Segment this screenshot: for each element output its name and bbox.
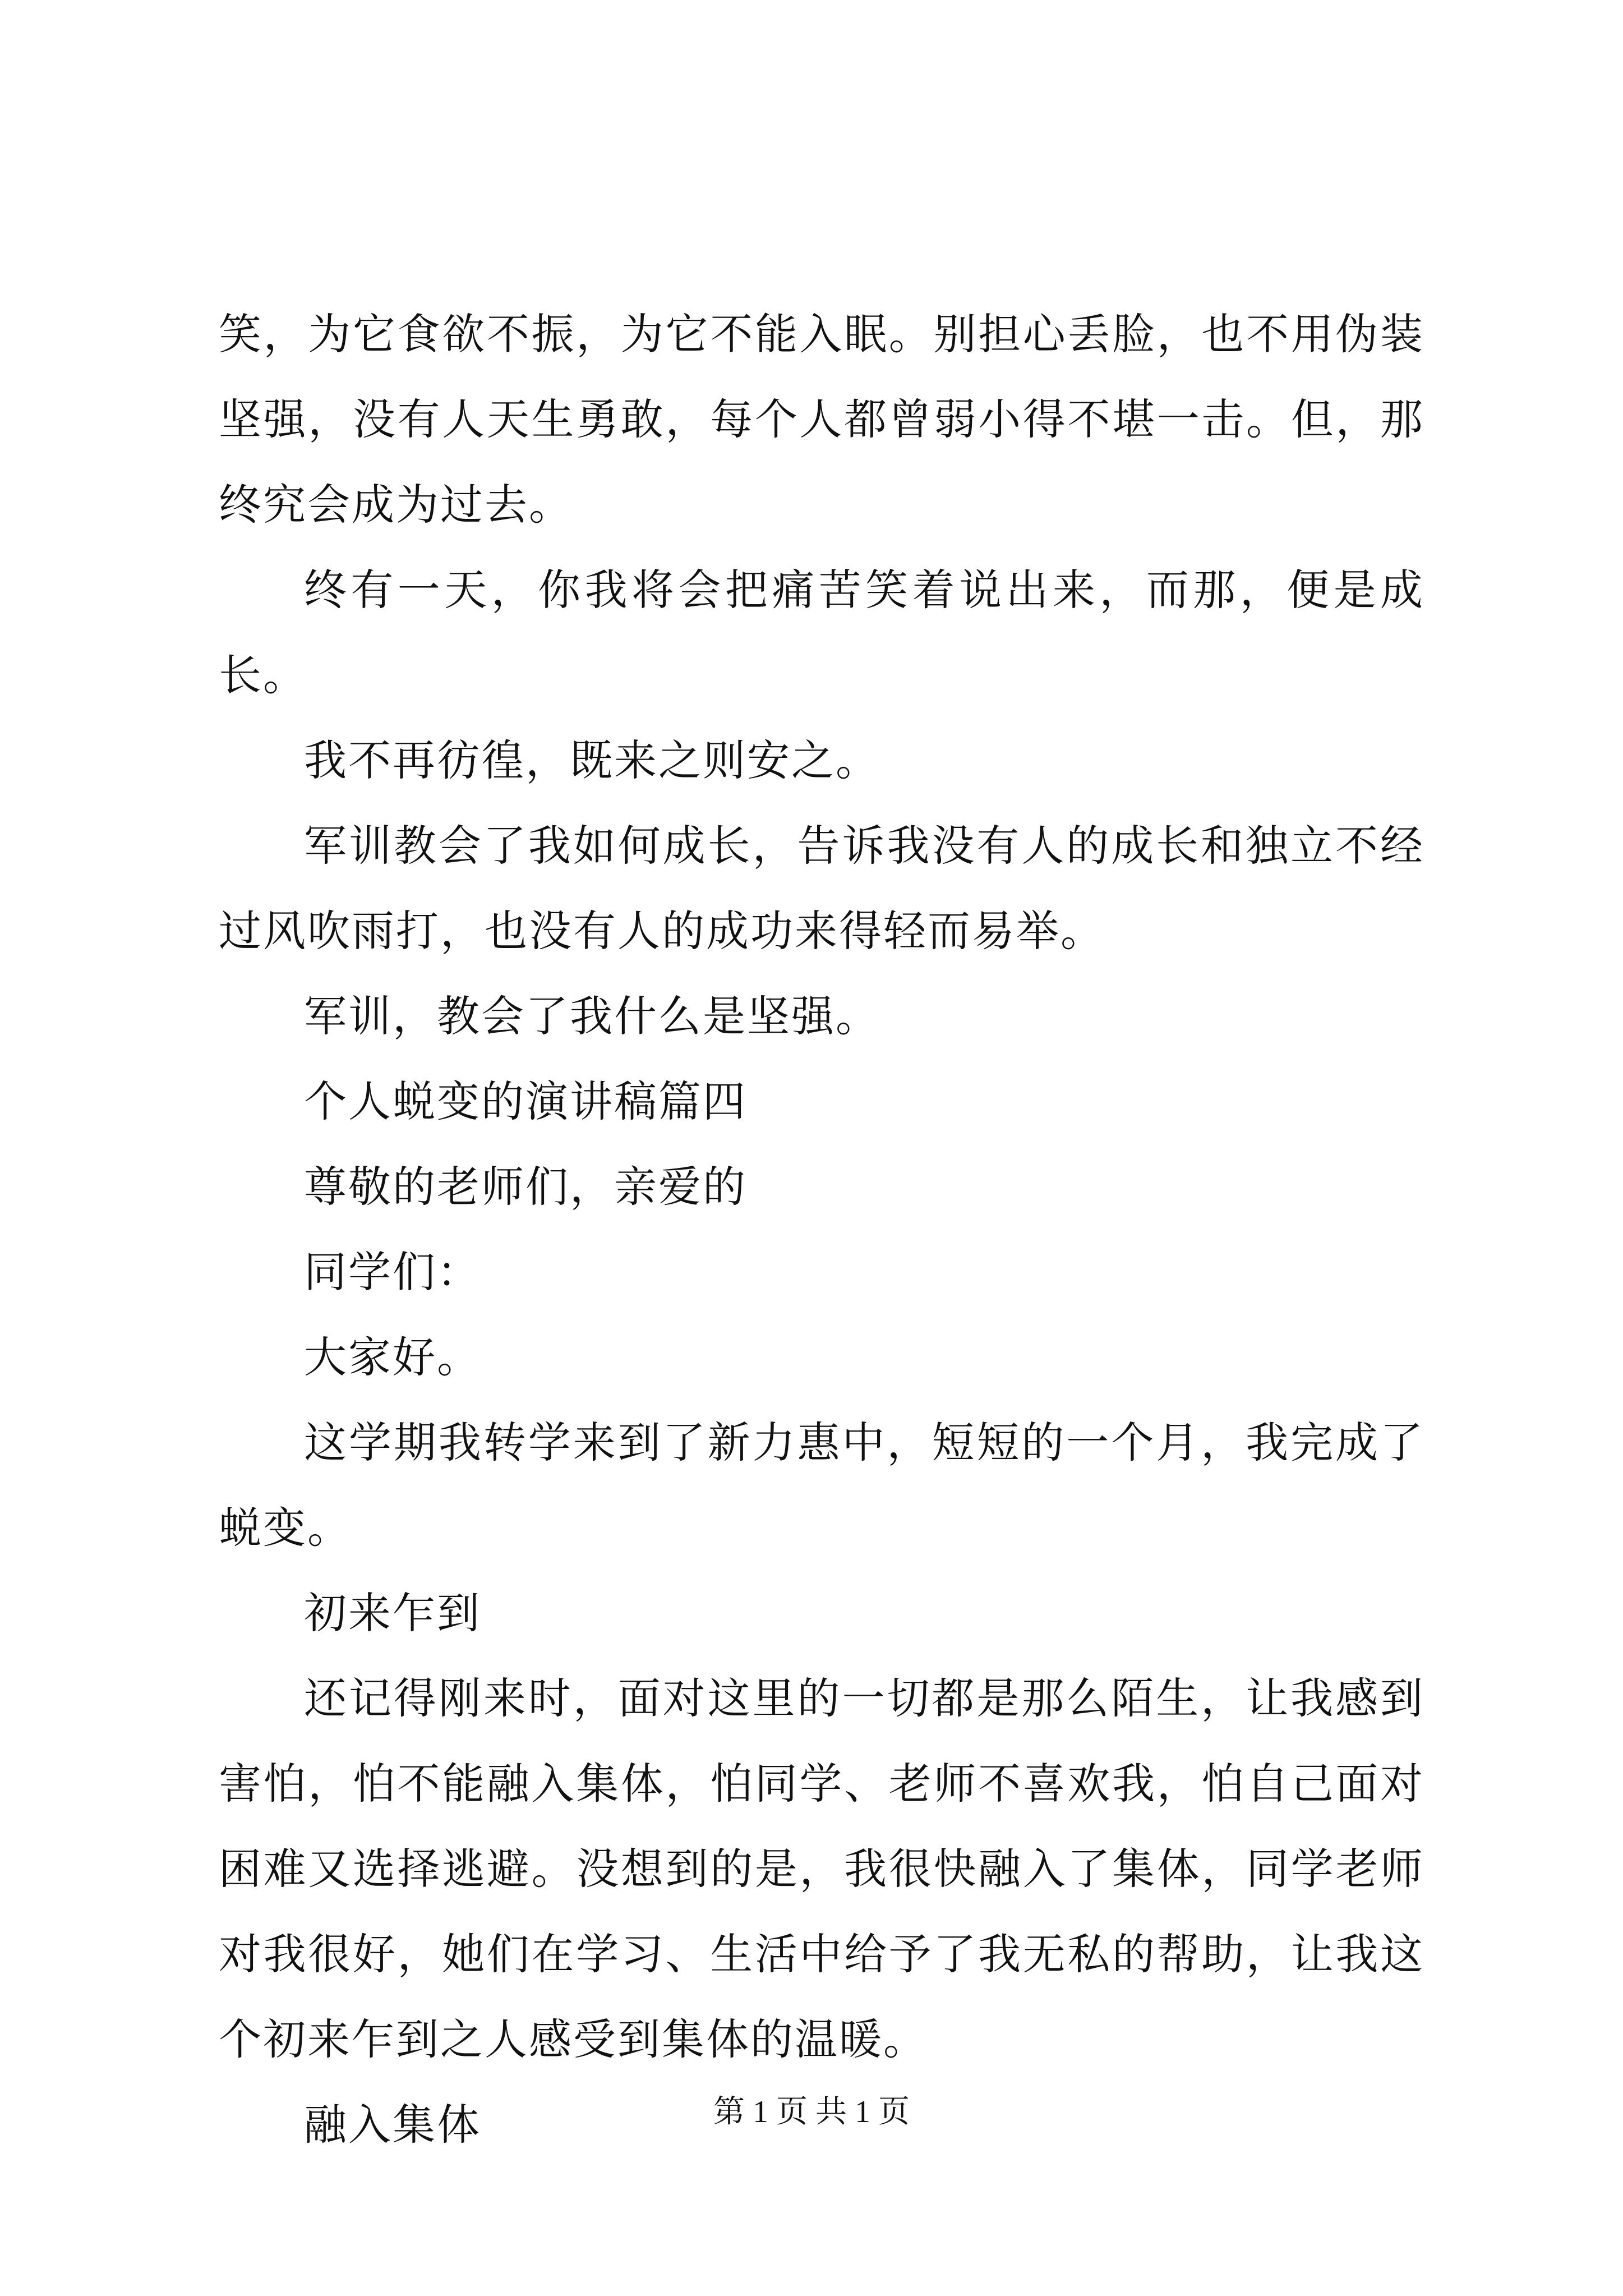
subheading-join-collective: 融入集体 [304,2100,481,2150]
paragraph-5: 军训，教会了我什么是坚强。 [304,991,880,1041]
subheading-first-arrival: 初来乍到 [304,1588,481,1638]
paragraph-3: 我不再彷徨，既来之则安之。 [304,735,880,785]
paragraph-first-arrival: 还记得刚来时，面对这里的一切都是那么陌生，让我感到害怕，怕不能融入集体，怕同学、老师不喜欢我，怕自己面对困难又选择逃避。没想到的是，我很快融入了集体，同学老师对我很好，她们在学习、生活中给予了我无私的帮助，让我这个初来乍到之人感受到集体的温暖。 [219,1673,1424,2064]
document-body [219,292,1424,2168]
page-footer: 第 1 页 共 1 页 [713,2095,910,2129]
section-heading: 个人蜕变的演讲稿篇四 [304,1076,747,1126]
paragraph-4: 军训教会了我如何成长，告诉我没有人的成长和独立不经过风吹雨打，也没有人的成功来得轻而易举。 [219,821,1424,956]
salutation-line-2: 同学们： [304,1247,481,1297]
salutation-line-1: 尊敬的老师们，亲爱的 [304,1162,747,1212]
greeting: 大家好。 [304,1332,481,1382]
paragraph-1: 笑，为它食欲不振，为它不能入眠。别担心丢脸，也不用伪装坚强，没有人天生勇敢，每个人都曾弱小得不堪一击。但，那终究会成为过去。 [219,309,1424,530]
paragraph-2: 终有一天，你我将会把痛苦笑着说出来，而那，便是成长。 [219,565,1424,700]
paragraph-intro: 这学期我转学来到了新力惠中，短短的一个月，我完成了蜕变。 [219,1418,1424,1553]
